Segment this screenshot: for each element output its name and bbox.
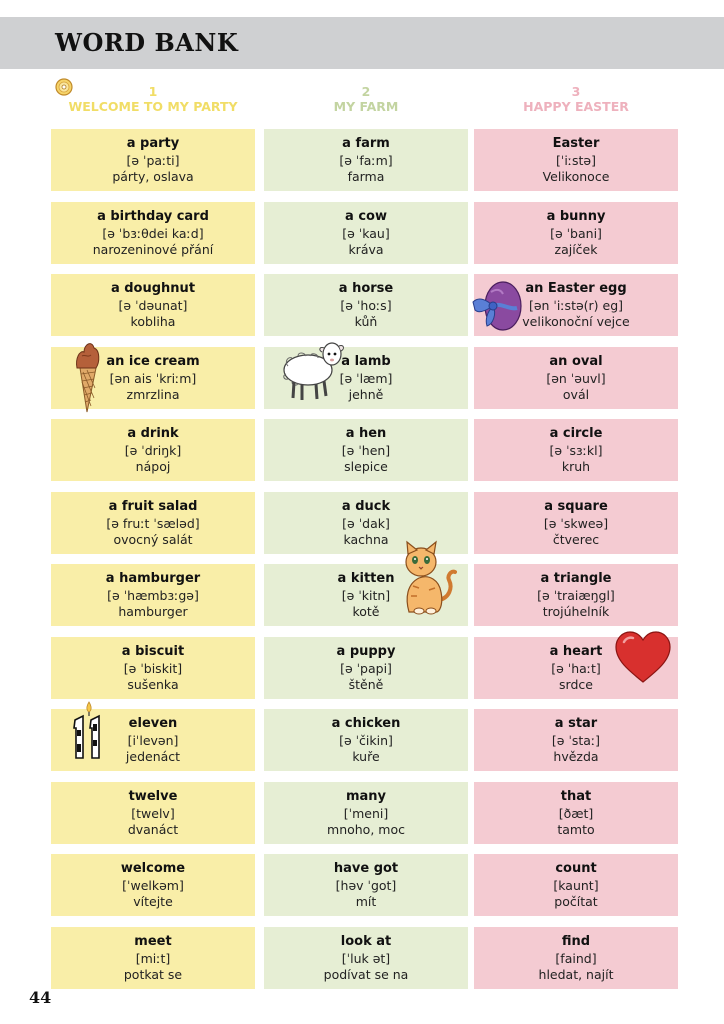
- word: a bunny: [546, 208, 606, 224]
- translation: kachna: [343, 531, 389, 547]
- word-card: [474, 129, 678, 191]
- phonetic: [ə ˈpapi]: [340, 660, 392, 676]
- phonetic: [ə ˈbɜːθdei kaːd]: [102, 225, 204, 241]
- translation: zmrzlina: [126, 386, 180, 402]
- word-card: [474, 202, 678, 264]
- word: that: [560, 788, 592, 804]
- word-card: [474, 347, 678, 409]
- phonetic: [ˈwelkəm]: [122, 878, 184, 893]
- word-card: [51, 927, 255, 989]
- page-title: WORD BANK: [55, 28, 239, 57]
- phonetic: [miːt]: [135, 950, 171, 966]
- word: a cow: [345, 208, 387, 224]
- phonetic: [ə ˈdak]: [342, 515, 390, 531]
- phonetic: [twelv]: [131, 805, 175, 821]
- unit-name: MY FARM: [333, 99, 399, 114]
- word: an Easter egg: [525, 281, 627, 296]
- translation: hledat, najít: [538, 966, 614, 982]
- word-card: [264, 637, 468, 699]
- unit-name: HAPPY EASTER: [523, 99, 629, 114]
- phonetic: [ə ˈhoːs]: [340, 298, 392, 313]
- word: a chicken: [331, 716, 401, 731]
- translation: hvězda: [553, 749, 599, 764]
- phonetic: [ən ˈiːstə(r) eg]: [528, 298, 624, 313]
- translation: nápoj: [135, 459, 171, 474]
- phonetic: [ə ˈbani]: [550, 225, 602, 241]
- unit-number: 3: [571, 84, 581, 99]
- lamb-icon: [276, 332, 348, 404]
- word: a doughnut: [110, 281, 196, 296]
- word-card: [474, 492, 678, 554]
- word: a biscuit: [121, 643, 185, 659]
- phonetic: [ə ˈsɜːkl]: [549, 443, 603, 458]
- word: twelve: [128, 788, 178, 804]
- word-card: [264, 709, 468, 771]
- heart-icon: [614, 630, 672, 684]
- translation: podívat se na: [323, 966, 409, 982]
- phonetic: [ə ˈdriŋk]: [124, 443, 182, 458]
- translation: trojúhelník: [542, 604, 610, 619]
- phonetic: [ə ˈstaː]: [551, 733, 601, 748]
- translation: dvanáct: [127, 821, 179, 837]
- phonetic: [ə ˈpaːti]: [126, 153, 180, 168]
- word-card: [51, 782, 255, 844]
- phonetic: [kaunt]: [553, 878, 599, 893]
- translation: mít: [355, 894, 377, 909]
- word-card: [264, 782, 468, 844]
- phonetic: [həv ˈgot]: [335, 878, 397, 893]
- translation: Velikonoce: [542, 169, 610, 184]
- phonetic: [ə ˈbiskit]: [123, 660, 183, 676]
- phonetic: [ə ˈskweə]: [543, 515, 609, 531]
- word-card: [51, 202, 255, 264]
- translation: čtverec: [552, 531, 600, 547]
- translation: farma: [347, 169, 385, 184]
- phonetic: [ə ˈhaːt]: [551, 660, 601, 676]
- word: have got: [333, 861, 399, 876]
- word: eleven: [128, 716, 178, 731]
- translation: kráva: [348, 241, 384, 257]
- word-card: [51, 129, 255, 191]
- word: a hen: [345, 426, 387, 441]
- word: look at: [340, 933, 392, 949]
- word-card: [51, 419, 255, 481]
- translation: slepice: [344, 459, 388, 474]
- unit-number: 1: [148, 84, 158, 99]
- word: a duck: [341, 498, 391, 514]
- word: a kitten: [337, 571, 395, 586]
- number-eleven-candle-icon: [71, 700, 107, 762]
- page-number: 44: [29, 988, 52, 1007]
- phonetic: [ə ˈkitn]: [341, 588, 391, 603]
- word: an oval: [549, 353, 603, 369]
- word-card: [474, 854, 678, 916]
- translation: zajíček: [554, 241, 598, 257]
- word: a triangle: [540, 571, 612, 586]
- word: a horse: [338, 281, 394, 296]
- translation: počítat: [554, 894, 598, 909]
- word-card: [474, 927, 678, 989]
- word-card: [51, 637, 255, 699]
- translation: kotě: [352, 604, 380, 619]
- phonetic: [ə ˈfaːm]: [339, 153, 393, 168]
- translation: tamto: [557, 821, 595, 837]
- word-card: [51, 854, 255, 916]
- word: welcome: [120, 861, 186, 876]
- translation: jehně: [348, 386, 384, 402]
- translation: ovál: [562, 386, 590, 402]
- translation: srdce: [559, 676, 593, 692]
- word-card: [51, 274, 255, 336]
- word: a fruit salad: [108, 498, 198, 514]
- word: find: [561, 933, 591, 949]
- word: a star: [554, 716, 598, 731]
- ice-cream-icon: [72, 338, 102, 414]
- translation: párty, oslava: [112, 169, 194, 184]
- word: a birthday card: [97, 208, 209, 224]
- phonetic: [ə ˈtraiæŋgl]: [537, 588, 615, 603]
- translation: vítejte: [133, 894, 173, 909]
- word: count: [555, 861, 597, 876]
- word: a puppy: [336, 643, 396, 659]
- word: a hamburger: [105, 571, 201, 586]
- phonetic: [ə ˈlæm]: [339, 370, 393, 386]
- kitten-icon: [399, 540, 457, 616]
- phonetic: [ə fruːt ˈsæləd]: [106, 515, 200, 531]
- phonetic: [ˈluk ət]: [341, 950, 391, 966]
- translation: sušenka: [127, 676, 179, 692]
- phonetic: [ə ˈčikin]: [339, 733, 393, 748]
- translation: narozeninové přání: [92, 241, 214, 257]
- word-card: [474, 564, 678, 626]
- translation: mnoho, moc: [327, 821, 405, 837]
- easter-egg-icon: [471, 280, 529, 336]
- translation: štěně: [348, 676, 384, 692]
- phonetic: [ən ais ˈkriːm]: [109, 370, 197, 386]
- word-card: [474, 782, 678, 844]
- word: a lamb: [341, 353, 391, 369]
- word-card: [474, 419, 678, 481]
- word: a farm: [342, 136, 390, 151]
- unit-heading-1: [51, 84, 255, 114]
- translation: hamburger: [118, 604, 188, 619]
- phonetic: [ə ˈhen]: [341, 443, 391, 458]
- word: Easter: [552, 136, 600, 151]
- unit-heading-3: [474, 84, 678, 114]
- word: a circle: [549, 426, 603, 441]
- word-card: [264, 202, 468, 264]
- word-card: [264, 274, 468, 336]
- unit-name: WELCOME TO MY PARTY: [68, 99, 238, 114]
- word: a heart: [549, 643, 603, 659]
- word: a party: [126, 136, 180, 151]
- word: many: [345, 788, 387, 804]
- phonetic: [ðæt]: [558, 805, 594, 821]
- word-card: [264, 927, 468, 989]
- translation: kuře: [352, 749, 380, 764]
- phonetic: [ən ˈəuvl]: [546, 370, 606, 386]
- word-card: [264, 129, 468, 191]
- translation: kruh: [561, 459, 591, 474]
- phonetic: [ə ˈhæmbɜːgə]: [107, 588, 199, 603]
- unit-number: 2: [361, 84, 371, 99]
- translation: velikonoční vejce: [522, 314, 630, 329]
- phonetic: [ˈiːstə]: [556, 153, 596, 168]
- word-card: [264, 419, 468, 481]
- translation: ovocný salát: [113, 531, 193, 547]
- word-card: [474, 709, 678, 771]
- phonetic: [iˈlevən]: [127, 733, 179, 748]
- word-card: [51, 564, 255, 626]
- phonetic: [ə ˈkau]: [342, 225, 390, 241]
- word: an ice cream: [106, 353, 200, 369]
- word: meet: [134, 933, 172, 949]
- unit-heading-2: [264, 84, 468, 114]
- translation: jedenáct: [125, 749, 181, 764]
- word-card: [51, 492, 255, 554]
- translation: kobliha: [130, 314, 176, 329]
- translation: kůň: [354, 314, 378, 329]
- word: a drink: [127, 426, 179, 441]
- translation: potkat se: [123, 966, 183, 982]
- word: a square: [544, 498, 608, 514]
- phonetic: [ˈmeni]: [343, 805, 389, 821]
- phonetic: [ə ˈdəunat]: [118, 298, 188, 313]
- word-card: [264, 854, 468, 916]
- phonetic: [faind]: [555, 950, 597, 966]
